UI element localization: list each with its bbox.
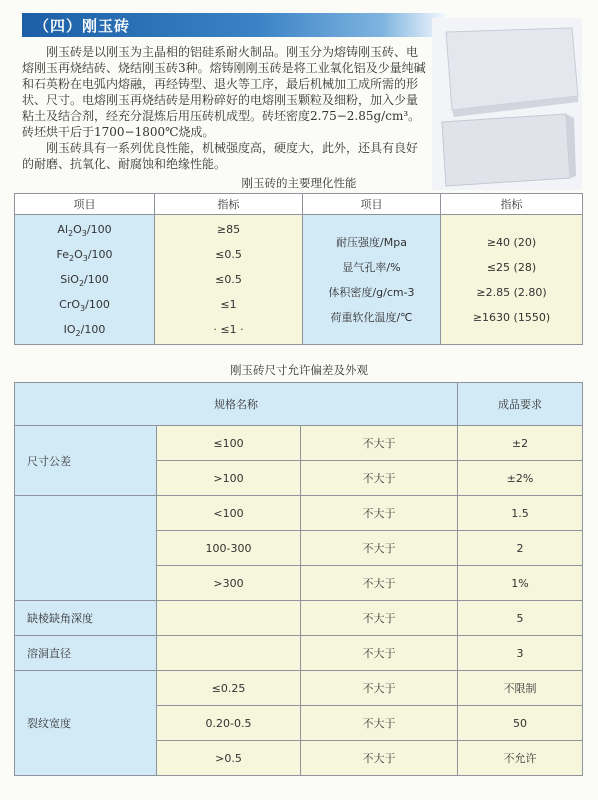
table1-title: 刚玉砖的主要理化性能 [241, 176, 357, 190]
table1-right-items [303, 215, 441, 345]
table2-req: 不允许 [458, 741, 583, 776]
table1-left-items [15, 215, 155, 345]
table2-header-spec: 规格名称 [15, 383, 458, 426]
table2-header-req: 成品要求 [458, 383, 583, 426]
table-row [15, 601, 583, 636]
table-row [15, 496, 583, 531]
table2-label-crack-width: 裂纹宽度 [15, 671, 157, 776]
table1-value-bulk-density: ≥2.85 (2.80) [476, 285, 547, 299]
table1-value-refractoriness: ≥1630 (1550) [472, 310, 551, 324]
table2-title: 刚玉砖尺寸允许偏差及外观 [230, 363, 368, 377]
table1-value-porosity: ≤25 (28) [486, 260, 537, 274]
table2-req: 50 [458, 706, 583, 741]
table1-header-value-right: 指标 [441, 194, 583, 215]
table1-value-compressive-strength: ≥40 (20) [486, 235, 537, 249]
intro-paragraph-2: 刚玉砖具有一系列优良性能，机械强度高，硬度大，此外，还具有良好的耐磨、抗氧化、耐腐蚀和绝缘性能。 [22, 141, 419, 171]
table2-range: ≤100 [157, 426, 301, 461]
table2-range: 100-300 [157, 531, 301, 566]
table2-range [157, 636, 301, 671]
table1-item-bulk-density: 体积密度/g/cm-3 [328, 285, 415, 299]
table2-cond: 不大于 [301, 671, 458, 706]
table1-header-item-left: 项目 [15, 194, 155, 215]
section-title: （四）刚玉砖 [34, 17, 131, 35]
table2-label-edge-corner-depth: 缺棱缺角深度 [15, 601, 157, 636]
table2-cond: 不大于 [301, 496, 458, 531]
table1-item-compressive-strength: 耐压强度/Mpa [336, 235, 407, 249]
table2-range: >100 [157, 461, 301, 496]
table1-header-value-left: 指标 [155, 194, 303, 215]
table2-range: ≤0.25 [157, 671, 301, 706]
table1-value-io2: · ≤1 · [213, 323, 244, 336]
table2-range: >300 [157, 566, 301, 601]
table2-range [157, 601, 301, 636]
table2-label-group-2 [15, 496, 157, 601]
table1-value-al2o3: ≥85 [216, 223, 241, 236]
table2-req: 1.5 [458, 496, 583, 531]
section-title-banner [22, 13, 446, 37]
table1-right-values [441, 215, 583, 345]
table1-item-fe2o3: $Fe_2O_3/100$ [56, 248, 113, 264]
table-row [15, 426, 583, 461]
table-row [15, 636, 583, 671]
table2-req: 不限制 [458, 671, 583, 706]
table2-cond: 不大于 [301, 706, 458, 741]
intro-text [22, 44, 428, 172]
table2-cond: 不大于 [301, 566, 458, 601]
table1-value-cro3: ≤1 [220, 298, 237, 311]
properties-table [14, 193, 583, 345]
table1-item-refractoriness: 荷重软化温度/℃ [330, 310, 413, 324]
table2-range: >0.5 [157, 741, 301, 776]
table1-header-item-right: 项目 [303, 194, 441, 215]
table1-item-cro3: CrO$_3$/100 [59, 298, 110, 314]
table1-value-fe2o3: ≤0.5 [215, 248, 242, 261]
table1-left-values [155, 215, 303, 345]
table2-cond: 不大于 [301, 426, 458, 461]
table1-item-al2o3: $Al_2O_3/100$ [57, 223, 112, 239]
table1-item-io2: $IO_2/100$ [63, 323, 106, 339]
table-row [15, 671, 583, 706]
corundum-brick-photo [432, 18, 582, 190]
table2-req: 2 [458, 531, 583, 566]
table2-label-cavity-diameter: 溶洞直径 [15, 636, 157, 671]
table2-range: <100 [157, 496, 301, 531]
table2-req: 1% [458, 566, 583, 601]
table2-req: 5 [458, 601, 583, 636]
table1-item-sio2: SiO$_2$/100 [60, 273, 109, 289]
table2-cond: 不大于 [301, 461, 458, 496]
table2-cond: 不大于 [301, 531, 458, 566]
tolerance-table [14, 382, 583, 776]
table2-cond: 不大于 [301, 601, 458, 636]
table2-range: 0.20-0.5 [157, 706, 301, 741]
table1-value-sio2: ≤0.5 [215, 273, 242, 286]
table2-cond: 不大于 [301, 741, 458, 776]
table2-cond: 不大于 [301, 636, 458, 671]
table1-item-porosity: 显气孔率/% [342, 260, 401, 274]
table2-req: 3 [458, 636, 583, 671]
intro-paragraph-1: 刚玉砖是以刚玉为主晶相的铝硅系耐火制品。刚玉分为熔铸刚玉砖、电熔刚玉再烧结砖、烧结刚玉砖3种。熔铸刚刚玉砖是将工业氧化铝及少量纯碱和石英粉在电弧内熔融，再经铸型、退火等工序，最后机械加工成所需的形状、尺寸。电熔刚玉再烧结砖是用粉碎好的电熔刚玉颗粒及细粉，加入少量粘土及结合剂，经充分混炼后用压砖机成型。砖坯密度2.75−2.85g/cm³。砖坯烘干后于1700−1800℃烧成。 [22, 45, 426, 139]
table2-req: ±2 [458, 426, 583, 461]
table2-label-size-tolerance: 尺寸公差 [15, 426, 157, 496]
table2-req: ±2% [458, 461, 583, 496]
